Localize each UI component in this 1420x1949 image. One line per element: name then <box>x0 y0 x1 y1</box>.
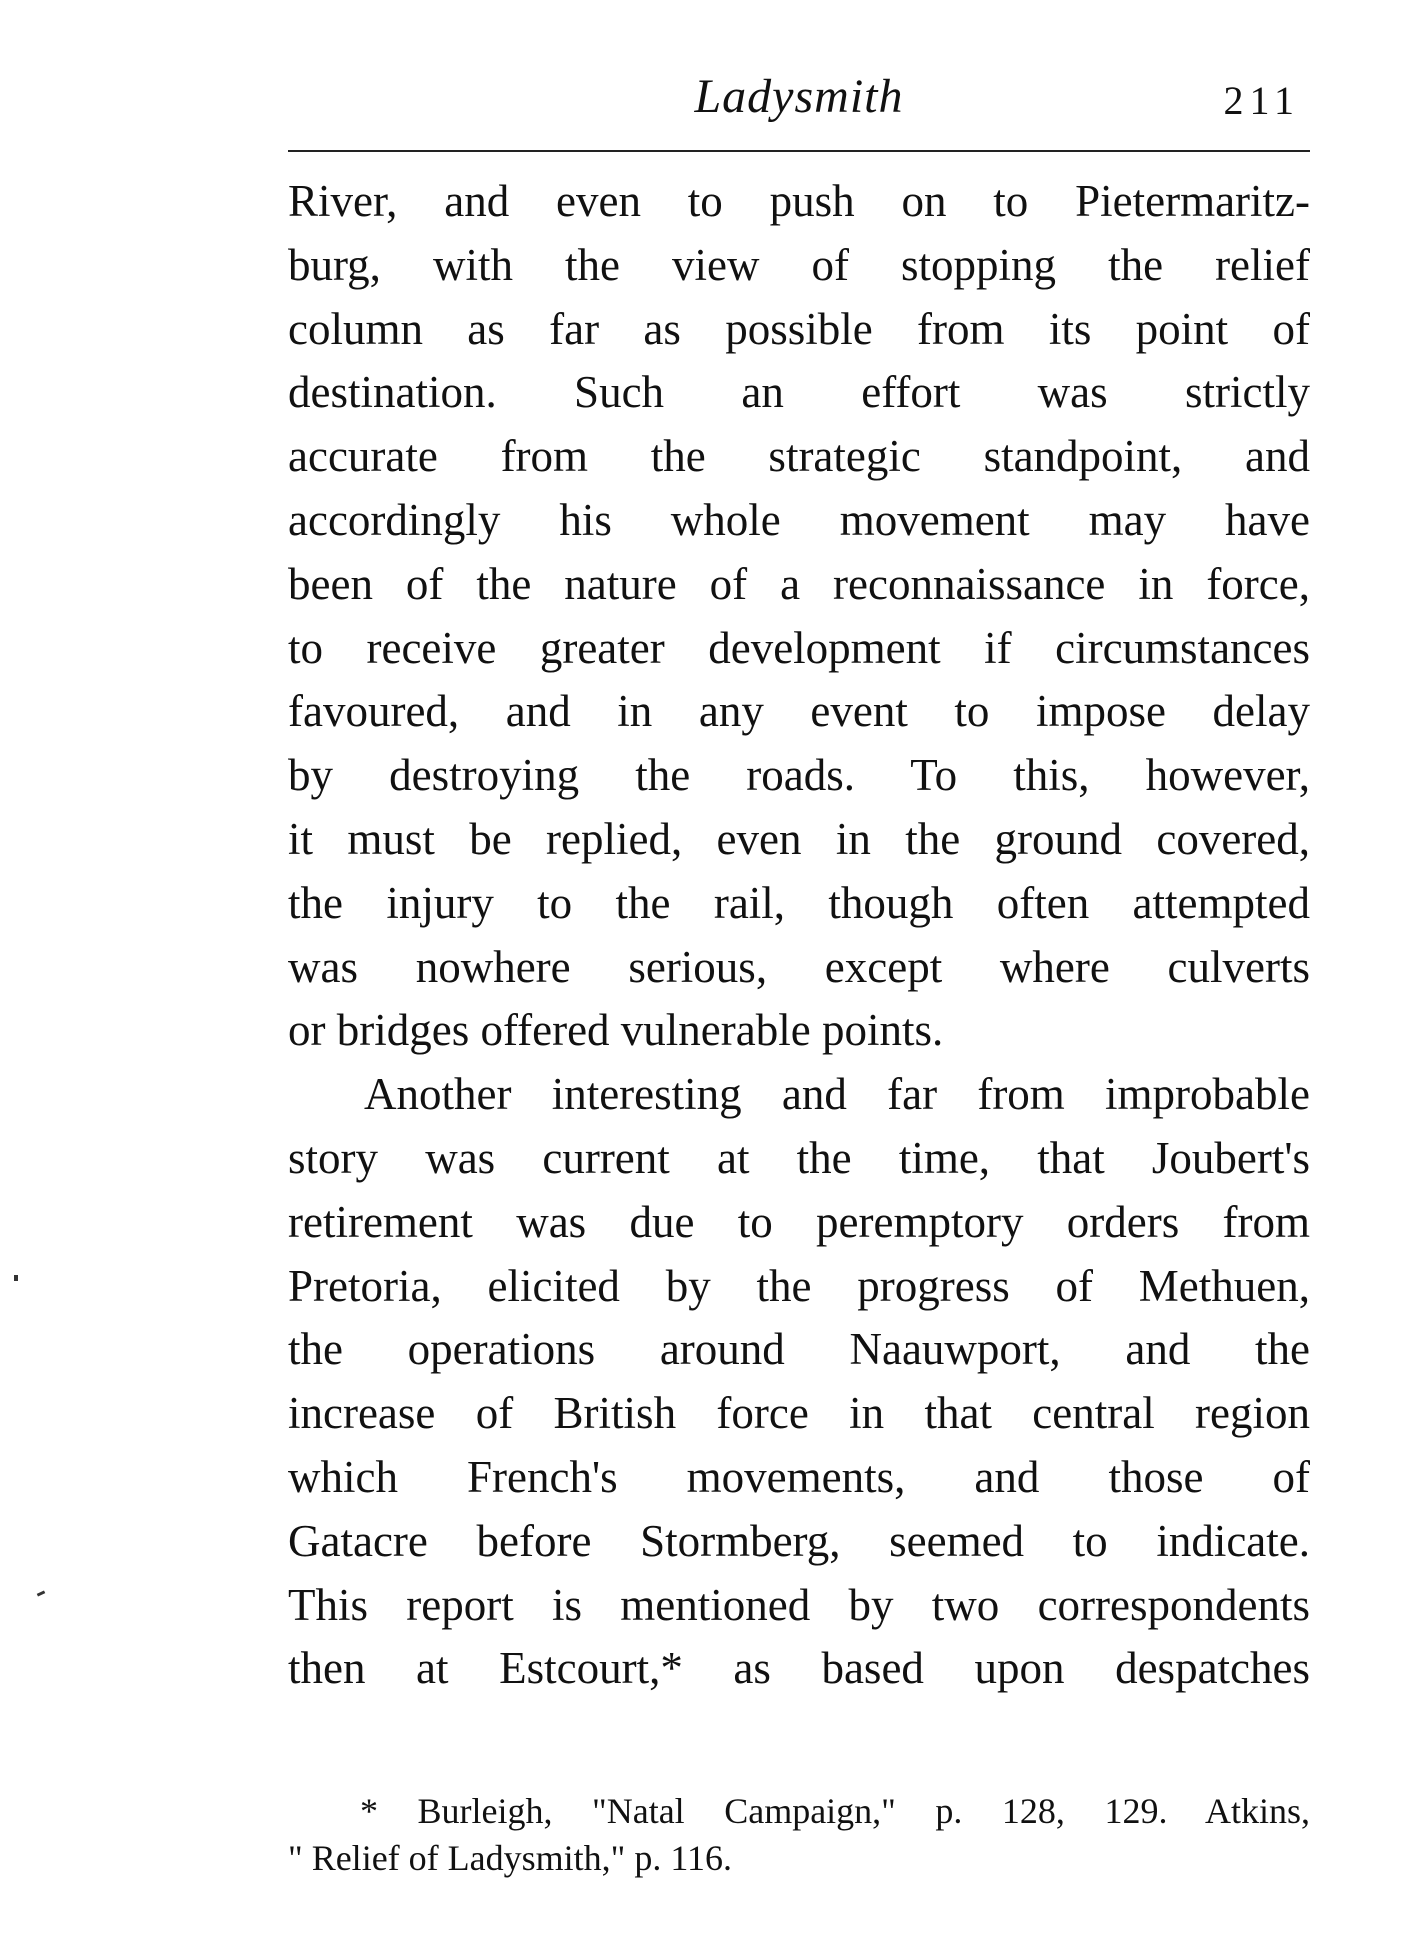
text-line: the operations around Naauwport, and the <box>288 1324 1310 1375</box>
text-line: retirement was due to peremptory orders from <box>288 1196 1310 1247</box>
text-line: was nowhere serious, except where culverts <box>288 941 1310 992</box>
text-line: accordingly his whole movement may have <box>288 494 1310 545</box>
running-head <box>288 62 1310 132</box>
text-line: Pretoria, elicited by the progress of Methuen, <box>288 1260 1310 1311</box>
text-line: burg, with the view of stopping the relief <box>288 239 1310 290</box>
page-number: 211 <box>1223 78 1300 123</box>
text-line: column as far as possible from its point of <box>288 303 1310 354</box>
text-line: then at Estcourt,* as based upon despatches <box>288 1643 1310 1694</box>
text-line: This report is mentioned by two correspondents <box>288 1579 1310 1630</box>
text-line: the injury to the rail, though often attempted <box>288 877 1310 928</box>
text-line: by destroying the roads. To this, however, <box>288 750 1310 801</box>
text-line: Gatacre before Stormberg, seemed to indicate. <box>288 1515 1310 1566</box>
running-title: Ladysmith <box>694 70 904 123</box>
text-line: River, and even to push on to Pietermaritz- <box>288 176 1310 226</box>
margin-speck <box>14 1275 18 1281</box>
body-text <box>288 170 1310 1701</box>
footnote-line: * Burleigh, "Natal Campaign," p. 128, 129. Atkins, <box>360 1791 1310 1831</box>
text-line: it must be replied, even in the ground covered, <box>288 813 1310 864</box>
header-rule <box>288 150 1310 152</box>
text-line: increase of British force in that central region <box>288 1388 1310 1439</box>
text-line: been of the nature of a reconnaissance in force, <box>288 558 1310 609</box>
margin-speck <box>37 1590 46 1596</box>
text-line: to receive greater development if circumstances <box>288 622 1310 673</box>
footnote-line: " Relief of Ladysmith," p. 116. <box>288 1838 732 1878</box>
paragraph-end-line: or bridges offered vulnerable points. <box>288 1005 944 1056</box>
text-line: accurate from the strategic standpoint, and <box>288 431 1310 482</box>
paragraph-start-line: Another interesting and far from improbable <box>364 1069 1310 1120</box>
text-line: favoured, and in any event to impose delay <box>288 686 1310 737</box>
footnote <box>288 1788 1310 1882</box>
text-line: story was current at the time, that Joubert's <box>288 1132 1310 1183</box>
text-line: destination. Such an effort was strictly <box>288 367 1310 418</box>
text-line: which French's movements, and those of <box>288 1451 1310 1502</box>
